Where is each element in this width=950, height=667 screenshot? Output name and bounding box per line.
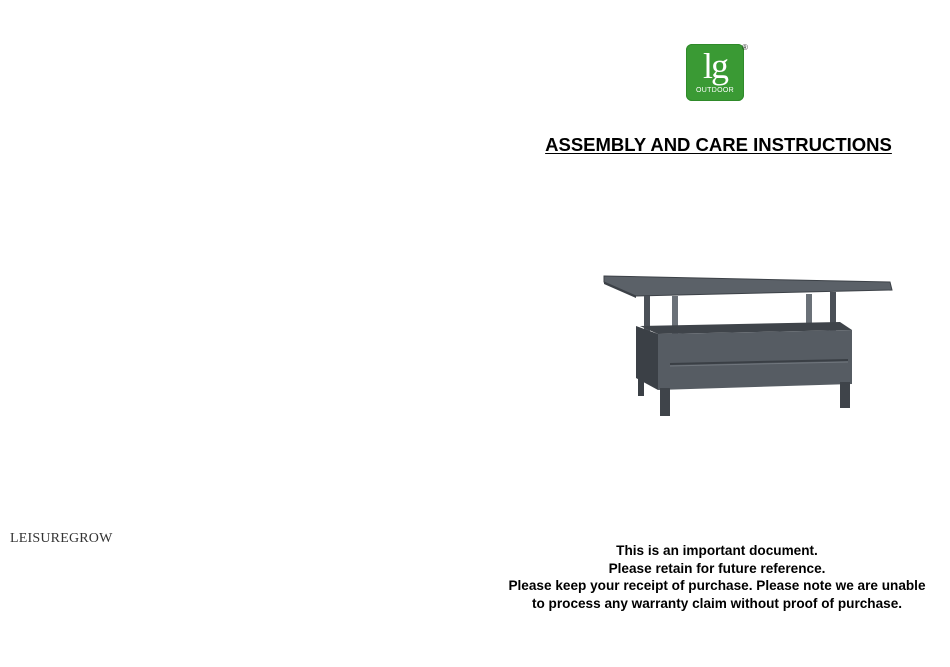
logo-subtext: OUTDOOR [696,87,734,94]
important-notice [487,542,947,612]
table-illustration-icon [600,268,896,420]
notice-line-3: Please keep your receipt of purchase. Please note we are unable [508,578,926,593]
registered-mark: ® [742,43,748,52]
document-title: ASSEMBLY AND CARE INSTRUCTIONS [545,134,892,155]
logo-mark: lg [702,46,727,86]
leisuregrow-wordmark: LEISUREGROW [10,531,113,546]
notice-line-1: This is an important document. [616,543,818,558]
lg-outdoor-logo [686,44,744,101]
notice-line-4: to process any warranty claim without proof of purchase. [531,595,903,611]
notice-line-2: Please retain for future reference. [608,560,826,576]
